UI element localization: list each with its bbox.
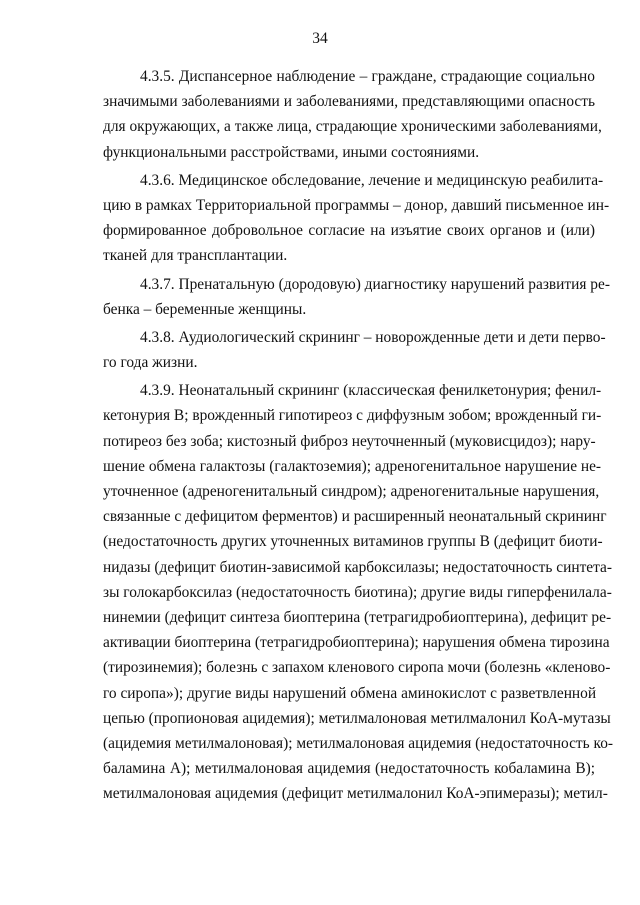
document-body: [103, 64, 614, 809]
text-line: кетонурия B; врожденный гипотиреоз с диффузным зобом; врожденный ги-: [103, 407, 602, 425]
text-line: 4.3.6. Медицинское обследование, лечение и медицинскую реабилита-: [140, 171, 604, 189]
text-line: нидазы (дефицит биотин-зависимой карбоксилазы; недостаточность синтета-: [103, 558, 613, 576]
paragraph: [103, 168, 610, 269]
text-line: шение обмена галактозы (галактоземия); адреногенитальное нарушение не-: [103, 457, 602, 475]
text-line: бенка – беременные женщины.: [103, 300, 307, 318]
text-line: активации биоптерина (тетрагидробиоптерина); нарушения обмена тирозина: [103, 634, 610, 652]
text-line: зы голокарбоксилаз (недостаточность биотина); другие виды гиперфенилала-: [103, 583, 612, 601]
text-line: формированное добровольное согласие на изъятие своих органов и (или): [103, 222, 595, 240]
text-line: нинемии (дефицит синтеза биоптерина (тетрагидробиоптерина), дефицит ре-: [103, 608, 612, 626]
text-line: го сиропа»); другие виды нарушений обмена аминокислот с разветвленной: [103, 684, 597, 702]
page-number: 34: [312, 30, 328, 47]
text-line: значимыми заболеваниями и заболеваниями, представляющими опасность: [103, 93, 595, 111]
text-line: 4.3.5. Диспансерное наблюдение – граждане, страдающие социально: [140, 68, 595, 85]
text-line: (недостаточность других уточненных витаминов группы B (дефицит биоти-: [103, 533, 603, 551]
text-line: уточненное (адреногенитальный синдром); адреногенитальные нарушения,: [103, 483, 600, 500]
text-line: (ацидемия метилмалоновая); метилмалоновая ацидемия (недостаточность ко-: [103, 734, 614, 752]
text-line: цию в рамках Территориальной программы – донор, давший письменное ин-: [103, 196, 610, 214]
text-line: связанные с дефицитом ферментов) и расширенный неонатальный скрининг: [103, 508, 607, 526]
text-line: (тирозинемия); болезнь с запахом кленового сиропа мочи (болезнь «кленово-: [103, 659, 611, 677]
text-line: для окружающих, а также лица, страдающие хроническими заболеваниями,: [103, 118, 602, 136]
text-line: 4.3.8. Аудиологический скрининг – новорожденные дети и дети перво-: [140, 328, 606, 346]
text-line: функциональными расстройствами, иными состояниями.: [103, 143, 480, 161]
text-line: баламина A); метилмалоновая ацидемия (недостаточность кобаламина B);: [103, 760, 595, 778]
text-line: 4.3.7. Пренатальную (дородовую) диагностику нарушений развития ре-: [140, 275, 610, 293]
paragraph: [103, 378, 614, 806]
text-line: метилмалоновая ацидемия (дефицит метилмалонил КоА-эпимеразы); метил-: [103, 785, 608, 803]
paragraph: [103, 272, 610, 322]
paragraph: [103, 64, 602, 165]
paragraph: [103, 325, 606, 375]
text-line: го года жизни.: [103, 354, 198, 372]
text-line: потиреоз без зоба; кистозный фиброз неуточненный (муковисцидоз); нару-: [103, 432, 596, 450]
text-line: тканей для трансплантации.: [103, 247, 288, 265]
text-line: 4.3.9. Неонатальный скрининг (классическая фенилкетонурия; фенил-: [140, 382, 602, 400]
text-line: цепью (пропионовая ацидемия); метилмалоновая метилмалонил КоА-мутазы: [103, 709, 611, 727]
